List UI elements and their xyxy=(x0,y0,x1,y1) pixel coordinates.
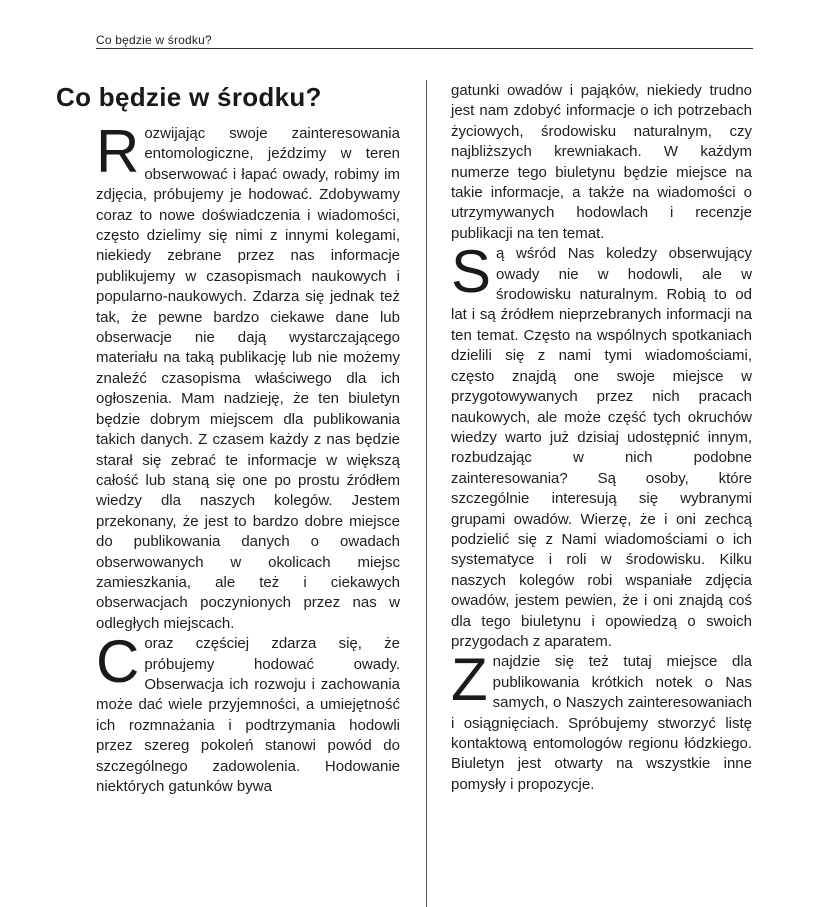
paragraph xyxy=(451,646,752,795)
paragraph-text: ą wśród Nas koledzy obserwujący owady nie w hodowli, ale w środowisku naturalnym. Robią to od lat i są źródłem nieprzebranych informacji na ten temat. Często na wspólnych spotkaniach dzielili się z nami tymi wiadomościami, często znajdą one swoje miejsce w przygotowywanych przez nich pracach naukowych, ale może część tych okruchów wiedzy warto już dzisiaj udostępnić innym, rozbudzając w nich podobne zainteresowania? Są osoby, które szczególnie interesują się wybranymi grupami owadów. Wierzę, że i oni zechcą podzielić się z Nami wiadomościami o ich systematyce i roli w środowisku. Kilku naszych kolegów robi wspaniałe zdjęcia owadów, jestem pewien, że i oni znajdą coś dla tego biuletynu i opowiedzą o swoich przygodach z aparatem. xyxy=(451,245,752,650)
paragraph-text: ozwijając swoje zainteresowania entomologiczne, jeździmy w teren obserwować i łapać owady, robimy im zdjęcia, próbujemy je hodować. Zdobywamy coraz to nowe doświadczenia i wiadomości, często dzielimy się nimi z innymi kolegami, niekiedy zebrane przez nas informacje publikujemy w czasopismach naukowych i popularno-naukowych. Zdarza się jednak też tak, że pewne bardzo ciekawe dane lub obserwacje nie dają wystarczającego materiału na taką publikację lub nie możemy znaleźć czasopisma właściwego dla ich ogłoszenia. Mam nadzieję, że ten biuletyn będzie dobrym miejscem dla publikowania takich danych. Z czasem każdy z nas będzie starał się zebrać te informacje w większą całość lub staną się one po prostu źródłem wiedzy dla naszych kolegów. Jestem przekonany, że jest to bardzo dobre miejsce do publikowania danych o owadach obserwowanych w okolicach miejsc zamieszkania, ale też i ciekawych obserwacjach poczynionych przez nas w odległych miejscach. xyxy=(96,125,400,632)
drop-cap: C xyxy=(96,628,140,696)
drop-cap: R xyxy=(96,118,140,185)
right-column xyxy=(451,81,752,795)
article-title: Co będzie w środku? xyxy=(56,82,322,112)
paragraph-text: najdzie się też tutaj miejsce dla publikowania krótkich notek o Nas samych, o Naszych zainteresowaniach i osiągnięciach. Spróbujemy stworzyć listę kontaktową entomologów regionu łódzkiego. Biuletyn jest otwarty na wszystkie inne pomysły i propozycje. xyxy=(451,653,752,793)
paragraph xyxy=(96,628,400,797)
paragraph-text: oraz częściej zdarza się, że próbujemy hodować owady. Obserwacja ich rozwoju i zachowania może dać wiele przyjemności, a umiejętność ich rozmnażania i podtrzymania hodowli przez szereg pokoleń stanowi powód do szczególnego zadowolenia. Hodowanie niektórych gatunków bywa xyxy=(96,635,400,795)
paragraph xyxy=(451,238,752,652)
running-header: Co będzie w środku? xyxy=(96,33,212,47)
paragraph xyxy=(96,118,400,634)
paragraph-text: gatunki owadów i pająków, niekiedy trudno jest nam zdobyć informacje o ich potrzebach życiowych, środowisku naturalnym, czy najbliższych krewniakach. W każdym numerze tego biuletynu będzie miejsce na takie informacje, a także na wiadomości o utrzymywanych hodowlach i recenzje publikacji na ten temat. xyxy=(451,82,752,242)
left-column xyxy=(96,118,400,797)
drop-cap: S xyxy=(451,238,492,306)
header-rule xyxy=(96,48,753,49)
drop-cap: Z xyxy=(451,646,488,714)
paragraph xyxy=(451,81,752,244)
column-divider xyxy=(426,80,427,907)
